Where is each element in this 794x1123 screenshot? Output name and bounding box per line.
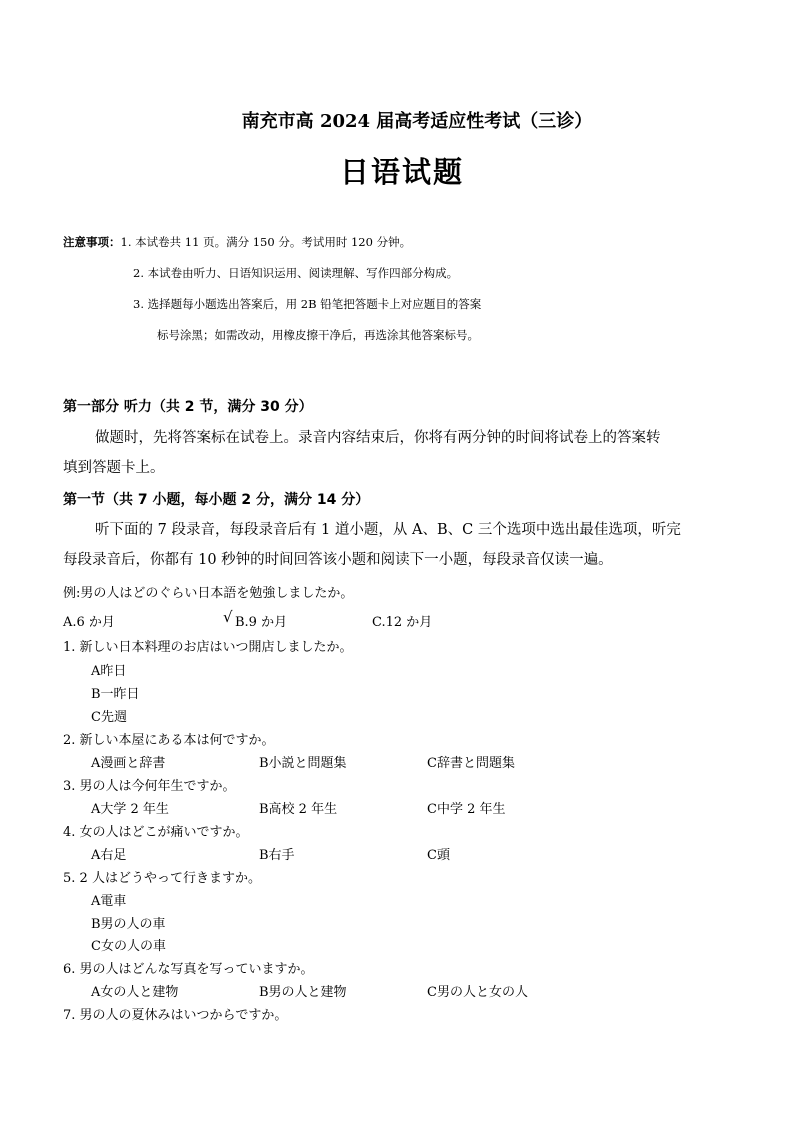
question-6-option-c: C男の人と女の人 <box>427 985 528 1000</box>
part1-intro-line-2: 填到答题卡上。 <box>63 460 165 476</box>
question-5-option-b: B男の人の車 <box>91 917 166 932</box>
notes-label: 注意事项： <box>63 235 121 249</box>
example-option-a: A.6 か月 <box>63 615 115 630</box>
subject-title: 日语试题 <box>339 155 464 189</box>
section1-instruction-line-1: 听下面的 7 段录音，每段录音后有 1 道小题，从 A、B、C 三个选项中选出最佳选项，听完 <box>95 522 681 538</box>
notes-item-2: 2. 本试卷由听力、日语知识运用、阅读理解、写作四部分构成。 <box>133 266 459 280</box>
question-3-option-a: A大学 2 年生 <box>91 802 169 817</box>
part1-heading: 第一部分 听力（共 2 节，满分 30 分） <box>63 399 313 415</box>
example-option-c: C.12 か月 <box>372 615 433 630</box>
question-2-option-c: C辞書と問題集 <box>427 756 515 771</box>
question-1-option-c: C先週 <box>91 710 127 725</box>
question-6-option-a: A女の人と建物 <box>91 985 179 1000</box>
question-5-option-c: C女の人の車 <box>91 939 166 954</box>
example-option-b: B.9 か月 <box>235 615 288 630</box>
question-6: 6. 男の人はどんな写真を写っていますか。 <box>63 962 314 977</box>
question-3-option-b: B高校 2 年生 <box>259 802 338 817</box>
part1-intro-line-1: 做题时，先将答案标在试卷上。录音内容结束后，你将有两分钟的时间将试卷上的答案转 <box>95 430 661 446</box>
question-1-option-b: B一昨日 <box>91 687 140 702</box>
notes-item-3: 3. 选择题每小题选出答案后，用 2B 铅笔把答题卡上对应题目的答案 <box>133 297 482 311</box>
notes-item-1: 1. 本试卷共 11 页。满分 150 分。考试用时 120 分钟。 <box>120 235 412 249</box>
question-4-option-a: A右足 <box>91 848 127 863</box>
question-2-option-b: B小説と問題集 <box>259 756 347 771</box>
notes-line-1 <box>63 234 411 250</box>
question-3-option-c: C中学 2 年生 <box>427 802 506 817</box>
section1-instruction-line-2: 每段录音后，你都有 10 秒钟的时间回答该小题和阅读下一小题，每段录音仅读一遍。 <box>63 552 613 568</box>
question-1-option-a: A昨日 <box>91 664 127 679</box>
check-mark-icon: √ <box>223 608 233 626</box>
example-question: 例:男の人はどのぐらい日本語を勉強しましたか。 <box>63 586 354 601</box>
question-4: 4. 女の人はどこが痛いですか。 <box>63 825 249 840</box>
question-3: 3. 男の人は今何年生ですか。 <box>63 779 236 794</box>
exam-title: 南充市高 2024 届高考适应性考试（三诊） <box>241 111 593 132</box>
notes-item-3-continued: 标号涂黑；如需改动，用橡皮擦干净后，再选涂其他答案标号。 <box>157 328 479 342</box>
question-1: 1. 新しい日本料理のお店はいつ開店しましたか。 <box>63 640 353 655</box>
question-4-option-b: B右手 <box>259 848 295 863</box>
question-7: 7. 男の人の夏休みはいつからですか。 <box>63 1008 288 1023</box>
question-5-option-a: A電車 <box>91 894 127 909</box>
question-4-option-c: C頭 <box>427 848 450 863</box>
question-5: 5. 2 人はどうやって行きますか。 <box>63 871 261 886</box>
question-2: 2. 新しい本屋にある本は何ですか。 <box>63 733 275 748</box>
section1-heading: 第一节（共 7 小题，每小题 2 分，满分 14 分） <box>63 492 370 508</box>
question-2-option-a: A漫画と辞書 <box>91 756 166 771</box>
question-6-option-b: B男の人と建物 <box>259 985 347 1000</box>
